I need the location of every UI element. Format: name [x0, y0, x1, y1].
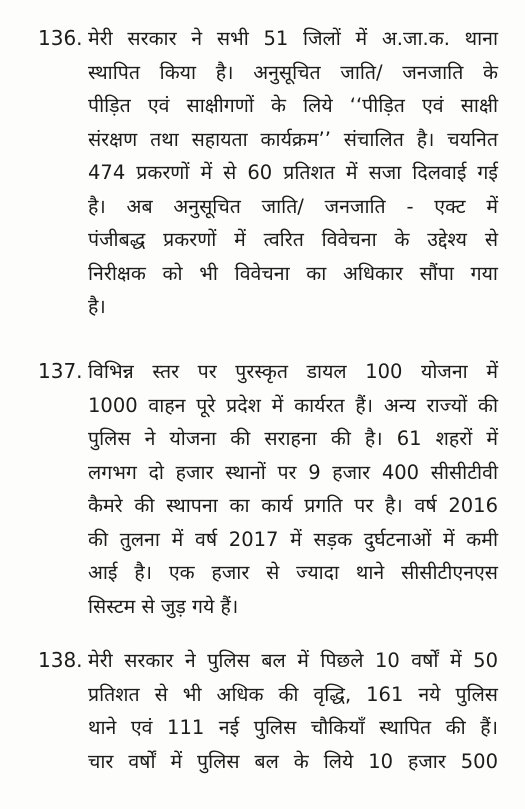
text-line: स्थापित किया है। अनुसूचित जाति/ जनजाति के	[88, 60, 498, 84]
paragraph-number: 138.	[38, 648, 83, 672]
text-line: निरीक्षक को भी विवेचना का अधिकार सौंपा गया	[88, 261, 498, 285]
paragraph-number: 136.	[38, 26, 83, 50]
text-line: कैमरे की स्थापना का कार्य प्रगति पर है। वर्ष 2016	[88, 494, 498, 517]
text-line: चार वर्षों में पुलिस बल के लिये 10 हजार 500	[88, 749, 498, 773]
text-line: प्रतिशत से भी अधिक की वृद्धि, 161 नये पुलिस	[88, 682, 498, 706]
text-line: 474 प्रकरणों में से 60 प्रतिशत में सजा दिलवाई गई	[88, 161, 498, 184]
paragraph-text	[88, 355, 498, 623]
text-line: 1000 वाहन पूरे प्रदेश में कार्यरत हैं। अन्य राज्यों की	[88, 393, 498, 417]
paragraph-text	[88, 22, 498, 324]
text-line: आई है। एक हजार से ज्यादा थाने सीसीटीएनएस	[88, 561, 498, 584]
text-line: है। अब अनुसूचित जाति/ जनजाति - एक्ट में	[88, 194, 498, 218]
text-line: पंजीबद्ध प्रकरणों में त्वरित विवेचना के उद्देश्य से	[88, 228, 498, 251]
paragraph-text	[88, 644, 498, 778]
text-line: पीड़ित एवं साक्षीगणों के लिये ‘‘पीड़ित एवं साक्षी	[88, 94, 498, 117]
text-line: थाने एवं 111 नई पुलिस चौकियाँ स्थापित की हैं।	[88, 716, 498, 739]
text-line: मेरी सरकार ने पुलिस बल में पिछले 10 वर्षों में 50	[88, 649, 498, 672]
paragraph-number: 137.	[38, 359, 83, 383]
text-line: सिस्टम से जुड़ गये हैं।	[88, 594, 239, 618]
text-line: है।	[88, 295, 106, 318]
text-line: संरक्षण तथा सहायता कार्यक्रम’’ संचालित है। चयनित	[88, 127, 498, 151]
text-line: पुलिस ने योजना की सराहना की है। 61 शहरों में	[88, 427, 498, 450]
text-line: विभिन्न स्तर पर पुरस्कृत डायल 100 योजना में	[88, 360, 498, 383]
text-line: लगभग दो हजार स्थानों पर 9 हजार 400 सीसीटीवी	[88, 460, 498, 484]
text-line: मेरी सरकार ने सभी 51 जिलों में अ.जा.क. थाना	[88, 27, 498, 50]
text-line: की तुलना में वर्ष 2017 में सड़क दुर्घटनाओं में कमी	[88, 527, 498, 551]
